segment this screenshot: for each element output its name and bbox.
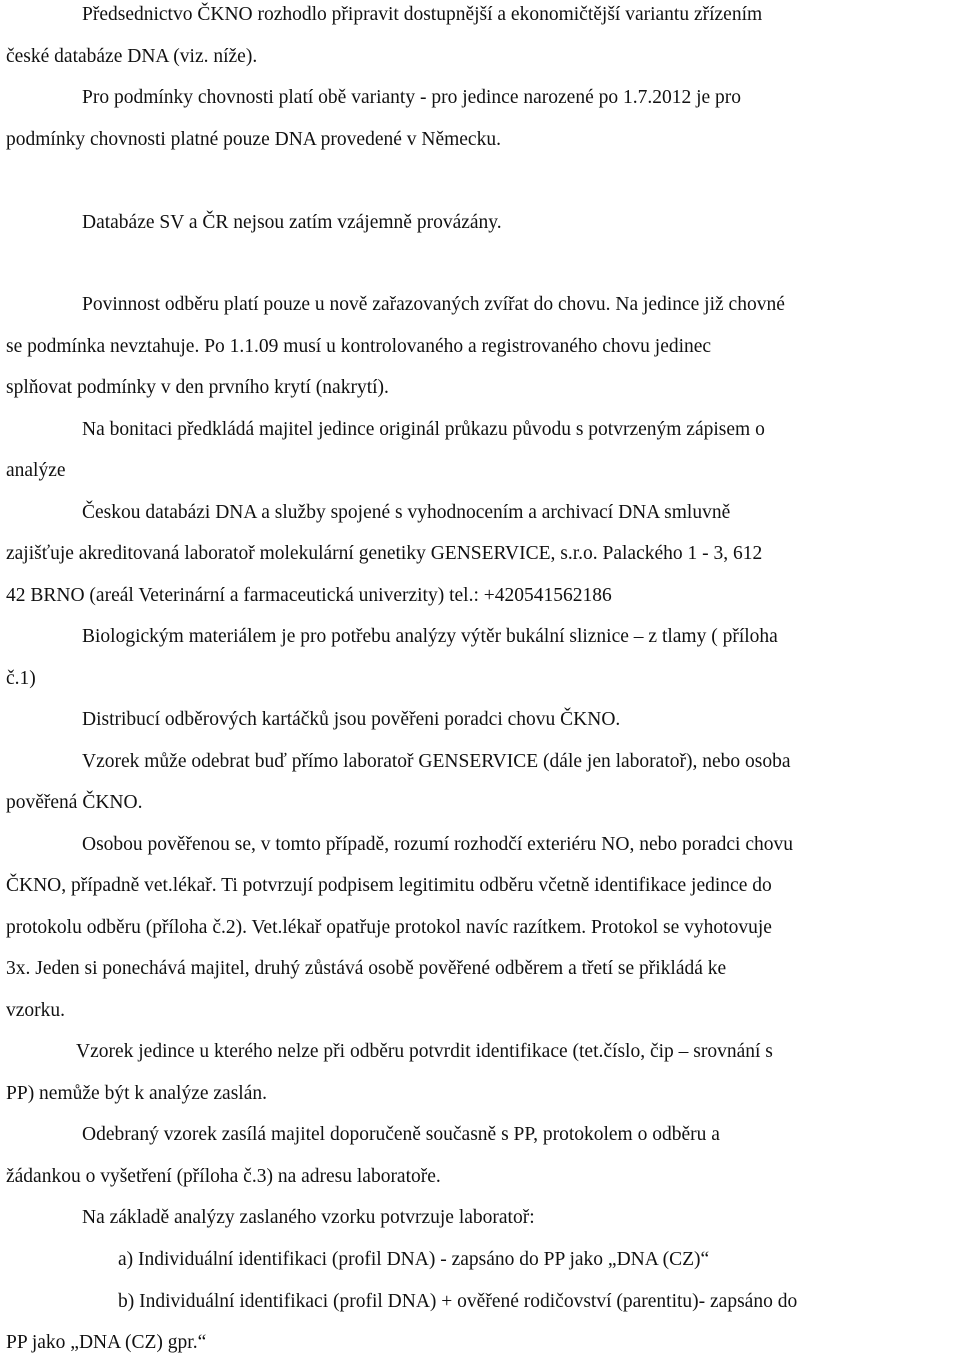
text-line: se podmínka nevztahuje. Po 1.1.09 musí u kontrolovaného a registrovaného chovu jedinec: [6, 336, 712, 357]
text-line: vzorku.: [6, 1000, 66, 1021]
text-line: Českou databázi DNA a služby spojené s vyhodnocením a archivací DNA smluvně: [82, 502, 731, 523]
text-line: zajišťuje akreditovaná laboratoř molekulární genetiky GENSERVICE, s.r.o. Palackého 1 - 3, 612: [6, 543, 763, 564]
text-line: podmínky chovnosti platné pouze DNA provedené v Německu.: [6, 129, 501, 150]
text-line: pověřená ČKNO.: [6, 792, 143, 813]
text-line: protokolu odběru (příloha č.2). Vet.lékař opatřuje protokol navíc razítkem. Protokol se vyhotovuje: [6, 917, 772, 938]
text-line: žádankou o vyšetření (příloha č.3) na adresu laboratoře.: [6, 1166, 441, 1187]
text-line: Odebraný vzorek zasílá majitel doporučeně současně s PP, protokolem o odběru a: [82, 1124, 720, 1145]
text-line: Distribucí odběrových kartáčků jsou pověřeni poradci chovu ČKNO.: [82, 709, 621, 730]
text-line: splňovat podmínky v den prvního krytí (nakrytí).: [6, 377, 389, 398]
text-line: Biologickým materiálem je pro potřebu analýzy výtěr bukální sliznice – z tlamy ( příloha: [82, 626, 778, 647]
text-line: PP) nemůže být k analýze zaslán.: [6, 1083, 267, 1104]
text-line: ČKNO, případně vet.lékař. Ti potvrzují podpisem legitimitu odběru včetně identifikace jedince do: [6, 875, 772, 896]
text-line: Pro podmínky chovnosti platí obě varianty - pro jedince narozené po 1.7.2012 je pro: [82, 87, 742, 108]
text-line: PP jako „DNA (CZ) gpr.“: [6, 1332, 207, 1353]
text-line: Povinnost odběru platí pouze u nově zařazovaných zvířat do chovu. Na jedince již chovné: [82, 294, 785, 315]
text-line: č.1): [6, 668, 36, 689]
text-line: Na bonitaci předkládá majitel jedince originál průkazu původu s potvrzeným zápisem o: [82, 419, 765, 440]
text-line: Předsednictvo ČKNO rozhodlo připravit dostupnější a ekonomičtější variantu zřízením: [82, 4, 763, 25]
text-line: Osobou pověřenou se, v tomto případě, rozumí rozhodčí exteriéru NO, nebo poradci chovu: [82, 834, 794, 855]
text-line: české databáze DNA (viz. níže).: [6, 46, 258, 67]
text-line: a) Individuální identifikaci (profil DNA) - zapsáno do PP jako „DNA (CZ)“: [118, 1249, 710, 1270]
text-line: Na základě analýzy zaslaného vzorku potvrzuje laboratoř:: [82, 1207, 535, 1228]
text-line: Vzorek může odebrat buď přímo laboratoř GENSERVICE (dále jen laboratoř), nebo osoba: [82, 751, 791, 772]
text-line: b) Individuální identifikaci (profil DNA) + ověřené rodičovství (parentitu)- zapsáno do: [118, 1291, 798, 1312]
text-line: 3x. Jeden si ponechává majitel, druhý zůstává osobě pověřené odběrem a třetí se přikládá ke: [6, 958, 727, 979]
text-line: 42 BRNO (areál Veterinární a farmaceutická univerzity) tel.: +420541562186: [6, 585, 612, 606]
text-line: analýze: [6, 460, 66, 481]
text-line: Vzorek jedince u kterého nelze při odběru potvrdit identifikace (tet.číslo, čip – srovnání s: [76, 1041, 773, 1062]
text-line: Databáze SV a ČR nejsou zatím vzájemně provázány.: [82, 212, 502, 233]
